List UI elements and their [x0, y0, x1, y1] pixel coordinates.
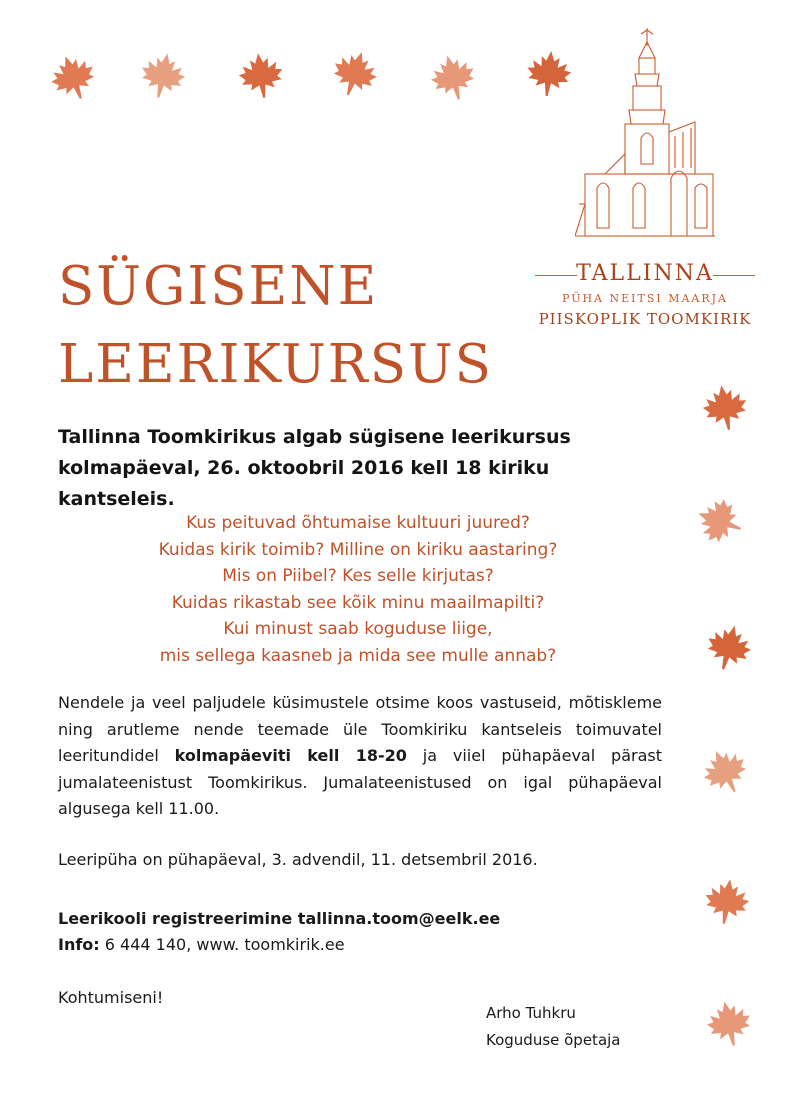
signature-name: Arho Tuhkru [486, 1004, 576, 1022]
cathedral-icon [575, 28, 715, 243]
maple-leaf-icon [699, 993, 758, 1052]
info-label: Info: [58, 935, 100, 954]
lead-paragraph [58, 422, 658, 515]
question-line: Mis on Piibel? Kes selle kirjutas? [222, 566, 494, 586]
logo-line-piiskoplik-toomkirik: PIISKOPLIK TOOMKIRIK [538, 310, 752, 328]
question-line: Kui minust saab koguduse liige, [223, 619, 493, 639]
title-line-1: SÜGISENE [58, 256, 379, 317]
maple-leaf-icon [233, 47, 289, 103]
questions-block [58, 510, 658, 669]
confirmation-date: Leeripüha on pühapäeval, 3. advendil, 11. detsembril 2016. [58, 850, 538, 869]
question-line: Kus peituvad õhtumaise kultuuri juured? [186, 513, 530, 533]
logo-line-tallinna: TALLINNA [576, 261, 714, 286]
maple-leaf-icon [422, 46, 483, 107]
lead-line-2: kolmapäeval, 26. oktoobril 2016 kell 18 kiriku kantseleis. [58, 457, 550, 510]
maple-leaf-icon [696, 378, 754, 436]
question-line: mis sellega kaasneb ja mida see mulle annab? [159, 645, 557, 666]
maple-leaf-icon [133, 45, 192, 104]
info-value: 6 444 140, www. toomkirik.ee [99, 935, 345, 954]
body-text-part-1: Nendele ja veel paljudele küsimustele otsime koos vastuseid, mõtiskleme ning arutleme nende teemade üle Toomkiriku kantseleis toimuvatel leeritundidel [58, 693, 662, 765]
registration-line: Leerikooli registreerimine tallinna.toom@eelk.ee [58, 909, 501, 928]
body-text-bold: kolmapäeviti kell 18-20 [174, 746, 407, 765]
maple-leaf-icon [687, 489, 751, 553]
maple-leaf-icon [692, 738, 758, 804]
question-line: Kuidas rikastab see kõik minu maailmapilti? [171, 592, 545, 613]
signature-role: Koguduse õpetaja [486, 1031, 621, 1049]
logo-line-puha-neitsi-maarja: PÜHA NEITSI MAARJA [561, 292, 728, 305]
poster-title [58, 248, 493, 404]
signature-block [486, 1000, 621, 1054]
church-logo [525, 28, 765, 328]
maple-leaf-icon [699, 873, 755, 929]
title-line-2: LEERIKURSUS [58, 334, 493, 395]
lead-line-1: Tallinna Toomkirikus algab sügisene leerikursus [58, 426, 571, 448]
maple-leaf-icon [41, 45, 105, 109]
body-text-part-2: ja viiel pühapäeval pärast jumalateenistust Toomkirikus. Jumalateenistused on igal pühapäeval algusega kell 11.00. [58, 746, 662, 818]
body-paragraph [58, 690, 662, 823]
question-line: Kuidas kirik toimib? Milline on kiriku aastaring? [158, 539, 558, 560]
maple-leaf-icon [323, 41, 386, 104]
closing-greeting: Kohtumiseni! [58, 988, 164, 1007]
maple-leaf-icon [698, 616, 759, 677]
registration-block [58, 906, 500, 958]
